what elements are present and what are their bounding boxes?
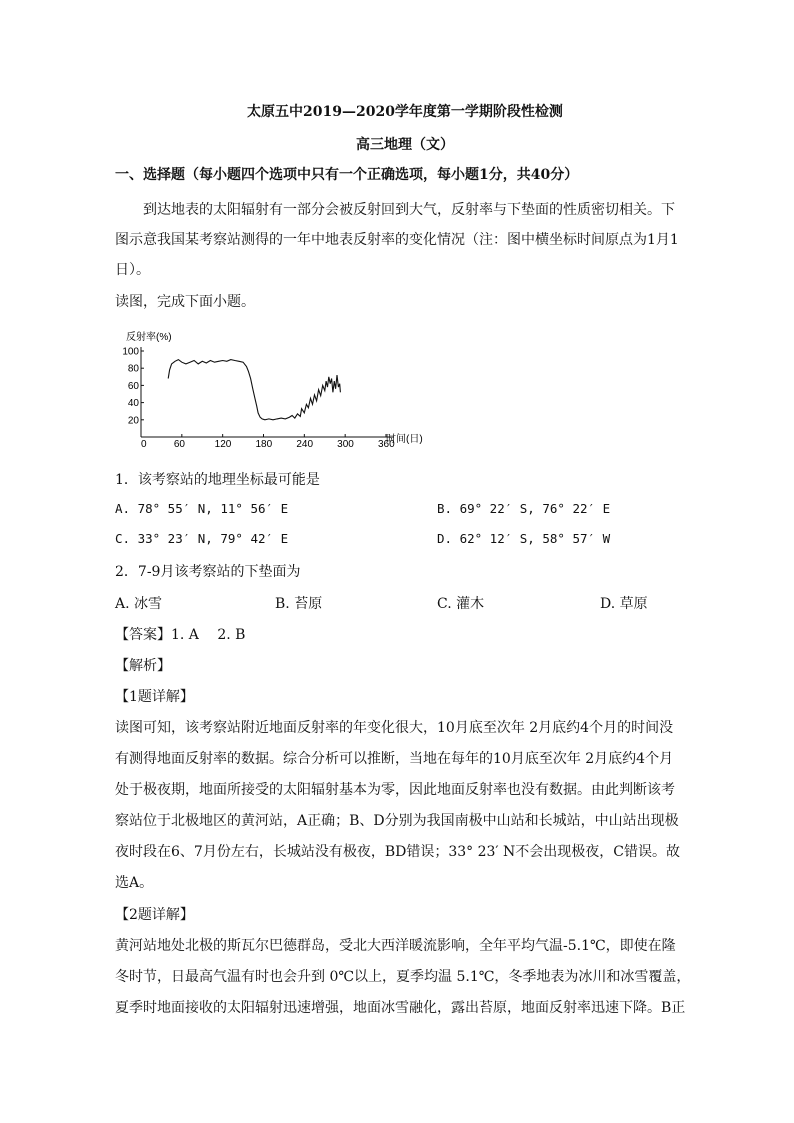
detail-2-line: 夏季时地面接收的太阳辐射迅速增强，地面冰雪融化，露出苔原，地面反射率迅速下降。B正 <box>115 1000 686 1016</box>
detail-2-line: 黄河站地处北极的斯瓦尔巴德群岛，受北大西洋暖流影响，全年平均气温-5.1℃，即使在隆 <box>115 938 676 954</box>
detail-1-heading: 【1题详解】 <box>115 689 194 705</box>
x-tick-label: 120 <box>214 439 232 450</box>
detail-2-line: 冬时节，日最高气温有时也会升到 0℃以上，夏季均温 5.1℃，冬季地表为冰川和冰雪覆盖， <box>115 969 691 985</box>
answer-line: 【答案】1. A 2. B <box>115 627 246 643</box>
page-subtitle: 高三地理（文） <box>356 137 454 153</box>
q2-option-d[interactable]: D. 草原 <box>600 596 648 612</box>
q2-option-b[interactable]: B. 苔原 <box>275 596 323 612</box>
q1-stem: 1．该考察站的地理坐标最可能是 <box>115 472 320 488</box>
q1-option-c[interactable]: C. 33° 23′ N, 79° 42′ E <box>115 531 289 546</box>
detail-1-line: 夜时段在6、7月份左右，长城站没有极夜，BD错误；33° 23′ N不会出现极夜，C错误。故 <box>115 844 680 860</box>
q1-option-d[interactable]: D. 62° 12′ S, 58° 57′ W <box>437 531 611 546</box>
detail-1-line: 读图可知，该考察站附近地面反射率的年变化很大，10月底至次年 2月底约4个月的时间没 <box>115 720 674 736</box>
detail-1-line: 有测得地面反射率的数据。综合分析可以推断，当地在每年的10月底至次年 2月底约4个月 <box>115 751 674 767</box>
intro-line-3: 日）。 <box>115 262 150 278</box>
q2-option-a[interactable]: A. 冰雪 <box>115 596 163 612</box>
detail-2-heading: 【2题详解】 <box>115 907 194 923</box>
x-tick-label: 180 <box>255 439 273 450</box>
intro-line-1: 到达地表的太阳辐射有一部分会被反射回到大气，反射率与下垫面的性质密切相关。下 <box>143 202 675 218</box>
x-tick-label: 240 <box>296 439 314 450</box>
x-tick-label: 60 <box>173 439 185 450</box>
detail-1-line: 选A。 <box>115 875 154 891</box>
chart-ticks <box>122 347 395 451</box>
detail-1-line: 察站位于北极地区的黄河站，A正确；B、D分别为我国南极中山站和长城站，中山站出现极 <box>115 813 679 829</box>
y-tick-label: 40 <box>127 398 139 410</box>
q2-option-c[interactable]: C. 灌木 <box>437 596 485 612</box>
q1-option-a[interactable]: A. 78° 55′ N, 11° 56′ E <box>115 501 289 516</box>
x-tick-label: 360 <box>378 439 395 450</box>
y-tick-label: 20 <box>127 415 139 427</box>
detail-1-line: 处于极夜期，地面所接受的太阳辐射基本为零，因此地面反射率也没有数据。由此判断该考 <box>115 782 675 798</box>
instruction: 读图，完成下面小题。 <box>115 294 255 310</box>
page-title: 太原五中2019—2020学年度第一学期阶段性检测 <box>247 104 563 120</box>
x-tick-label: 300 <box>337 439 354 450</box>
reflectance-series-line <box>168 360 340 420</box>
intro-line-2: 图示意我国某考察站测得的一年中地表反射率的变化情况（注：图中横坐标时间原点为1月1 <box>115 232 679 248</box>
q2-stem: 2．7-9月该考察站的下垫面为 <box>115 564 301 580</box>
y-tick-label: 100 <box>122 346 139 358</box>
q1-option-b[interactable]: B. 69° 22′ S, 76° 22′ E <box>437 501 611 516</box>
chart-xlabel: 时间(日) <box>386 434 423 445</box>
y-tick-label: 60 <box>127 380 139 392</box>
y-tick-label: 80 <box>127 363 139 375</box>
reflectance-chart <box>118 326 423 458</box>
x-tick-label: 0 <box>141 439 147 450</box>
chart-ylabel: 反射率(%) <box>126 332 172 343</box>
analysis-heading: 【解析】 <box>115 658 171 674</box>
section-heading: 一、选择题（每小题四个选项中只有一个正确选项，每小题1分，共40分） <box>115 167 579 183</box>
